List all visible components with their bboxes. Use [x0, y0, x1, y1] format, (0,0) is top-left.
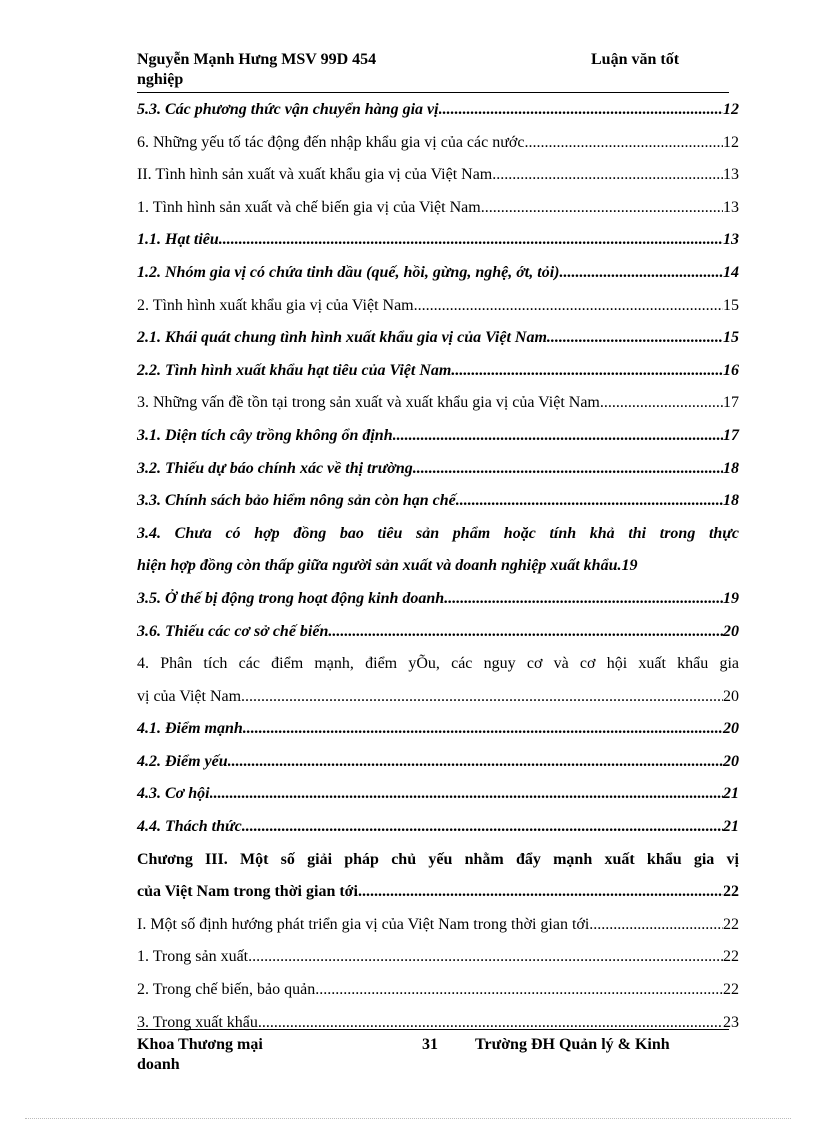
- toc-page-number: 16: [723, 361, 739, 379]
- toc-page-number: 14: [723, 263, 739, 281]
- toc-dot-leader: [451, 359, 723, 383]
- toc-dot-leader: [444, 587, 723, 611]
- toc-dot-leader: [358, 880, 723, 904]
- toc-dot-leader: [243, 717, 723, 741]
- toc-entry: [137, 127, 739, 160]
- footer-faculty: Khoa Thương mại: [137, 1036, 263, 1053]
- toc-entry-title: 2. Trong chế biến, bảo quản: [137, 981, 316, 999]
- toc-entry-title: 3.2. Thiếu dự báo chính xác về thị trường: [137, 459, 413, 477]
- toc-page-number: 18: [723, 459, 739, 477]
- toc-page-number: 13: [723, 198, 739, 216]
- toc-entry: [137, 518, 739, 551]
- toc-page-number: 20: [723, 752, 739, 770]
- toc-entry-title: 5.3. Các phương thức vận chuyển hàng gia vị: [137, 101, 439, 118]
- toc-page-number: 22: [723, 948, 739, 966]
- toc-entry: [137, 941, 739, 974]
- toc-entry: [137, 681, 739, 714]
- toc-dot-leader: [241, 685, 723, 709]
- toc-entry: [137, 974, 739, 1007]
- toc-dot-leader: [210, 782, 723, 806]
- toc-dot-leader: [315, 978, 723, 1002]
- toc-entry-title: 2.1. Khái quát chung tình hình xuất khẩu gia vị của Việt Nam: [137, 329, 547, 347]
- footer-rule: [137, 1029, 729, 1030]
- toc-entry-title: 6. Những yếu tố tác động đến nhập khẩu gia vị của các nước: [137, 133, 525, 151]
- toc-page-number: 21: [723, 818, 739, 836]
- toc-entry: [137, 453, 739, 486]
- toc-dot-leader: [524, 131, 723, 155]
- toc-entry-title: 3.3. Chính sách bảo hiểm nông sản còn hạn chế: [137, 492, 456, 510]
- toc-page-number: 15: [723, 296, 739, 314]
- toc-page-number: 20: [723, 720, 739, 738]
- table-of-contents: [137, 94, 739, 1039]
- toc-entry: [137, 844, 739, 877]
- toc-dot-leader: [547, 326, 723, 350]
- toc-entry: [137, 159, 739, 192]
- toc-dot-leader: [559, 261, 723, 285]
- toc-entry-title: Chương III. Một số giải pháp chủ yếu nhằm đẩy mạnh xuất khẩu gia vị: [137, 850, 739, 868]
- toc-entry: [137, 876, 739, 909]
- toc-dot-leader: [589, 913, 723, 937]
- toc-entry: [137, 778, 739, 811]
- toc-dot-leader: [228, 750, 723, 774]
- toc-entry: [137, 583, 739, 616]
- toc-page-number: 17: [723, 426, 739, 444]
- toc-page-number: 12: [723, 101, 739, 118]
- toc-entry: [137, 257, 739, 290]
- toc-entry-title: của Việt Nam trong thời gian tới: [137, 883, 358, 901]
- toc-page-number: 21: [723, 785, 739, 803]
- toc-dot-leader: [413, 457, 723, 481]
- toc-entry-title: 3.1. Diện tích cây trồng không ổn định: [137, 426, 393, 444]
- toc-entry-title: 3.5. Ở thế bị động trong hoạt động kinh doanh: [137, 589, 445, 607]
- toc-entry: [137, 485, 739, 518]
- toc-entry-title: 4. Phân tích các điểm mạnh, điểm yÕu, các nguy cơ và cơ hội xuất khẩu gia: [137, 655, 739, 673]
- toc-dot-leader: [492, 163, 723, 187]
- toc-entry: [137, 322, 739, 355]
- toc-entry-title: 3. Những vấn đề tồn tại trong sản xuất và xuất khẩu gia vị của Việt Nam: [137, 394, 600, 412]
- toc-entry-title: I. Một số định hướng phát triển gia vị của Việt Nam trong thời gian tới: [137, 915, 590, 933]
- footer-university: Trường ĐH Quản lý & Kinh: [475, 1036, 670, 1053]
- toc-entry: [137, 420, 739, 453]
- toc-entry-title: vị của Việt Nam: [137, 687, 242, 705]
- toc-dot-leader: [328, 620, 723, 644]
- toc-entry: [137, 550, 739, 583]
- toc-entry-title: 1. Trong sản xuất: [137, 948, 249, 966]
- header-author: Nguyễn Mạnh Hưng MSV 99D 454: [137, 51, 377, 68]
- toc-page-number: 20: [723, 687, 739, 705]
- toc-entry: [137, 746, 739, 779]
- header-rule: [137, 92, 729, 93]
- toc-dot-leader: [258, 1011, 723, 1035]
- toc-entry-title: 1.1. Hạt tiêu: [137, 231, 219, 249]
- toc-entry-title: 4.3. Cơ hội: [137, 785, 210, 803]
- toc-entry: [137, 94, 739, 127]
- toc-entry: [137, 909, 739, 942]
- toc-entry: [137, 355, 739, 388]
- toc-page-number: 13: [723, 231, 739, 249]
- toc-page-number: 13: [723, 166, 739, 184]
- toc-entry-title: 1.2. Nhóm gia vị có chứa tinh dầu (quế, hồi, gừng, nghệ, ớt, tỏi): [137, 263, 560, 281]
- toc-page-number: 22: [723, 915, 739, 933]
- toc-entry-title: 3. Trong xuất khẩu: [137, 1013, 258, 1031]
- toc-entry-title: 4.4. Thách thức: [137, 818, 242, 836]
- toc-dot-leader: [393, 424, 723, 448]
- header-doc-type: Luận văn tốt: [591, 51, 680, 68]
- toc-entry: [137, 811, 739, 844]
- toc-entry: [137, 387, 739, 420]
- toc-page-number: 18: [723, 492, 739, 510]
- toc-entry-title: 3.4. Chưa có hợp đồng bao tiêu sản phẩm hoặc tính khả thi trong thực: [137, 524, 739, 542]
- toc-entry: [137, 192, 739, 225]
- toc-page-number: 17: [723, 394, 739, 412]
- toc-entry-title: 2. Tình hình xuất khẩu gia vị của Việt Nam: [137, 296, 414, 314]
- toc-dot-leader: [414, 294, 723, 318]
- toc-dot-leader: [600, 391, 723, 415]
- toc-page-number: 19: [723, 589, 739, 607]
- toc-dot-leader: [456, 489, 723, 513]
- toc-dot-leader: [439, 98, 723, 122]
- toc-page-number: 19: [621, 557, 638, 575]
- toc-entry-title: 2.2. Tình hình xuất khẩu hạt tiêu của Việt Nam: [137, 361, 452, 379]
- toc-entry-title: II. Tình hình sản xuất và xuất khẩu gia vị của Việt Nam: [137, 166, 493, 184]
- toc-entry: [137, 713, 739, 746]
- toc-dot-leader: [242, 815, 723, 839]
- toc-entry: [137, 224, 739, 257]
- header-doc-type-continued: nghiệp: [137, 71, 184, 88]
- toc-entry-title: 4.2. Điểm yếu: [137, 752, 228, 770]
- toc-entry-title: 1. Tình hình sản xuất và chế biến gia vị của Việt Nam: [137, 198, 481, 216]
- toc-page-number: 20: [723, 622, 739, 640]
- toc-page-number: 22: [723, 883, 739, 901]
- toc-page-number: 23: [723, 1013, 739, 1031]
- toc-page-number: 15: [723, 329, 739, 347]
- toc-entry: [137, 648, 739, 681]
- toc-page-number: 12: [723, 133, 739, 151]
- footer-faculty-continued: doanh: [137, 1056, 180, 1073]
- page-break-divider: [25, 1118, 791, 1119]
- toc-dot-leader: [248, 945, 723, 969]
- toc-entry: [137, 290, 739, 323]
- toc-page-number: 22: [723, 981, 739, 999]
- toc-entry-title: 4.1. Điểm mạnh: [137, 720, 243, 738]
- toc-entry-title: hiện hợp đồng còn thấp giữa người sản xuất và doanh nghiệp xuất khẩu.: [137, 557, 622, 575]
- toc-entry-title: 3.6. Thiếu các cơ sở chế biến: [137, 622, 329, 640]
- footer-page-number: 31: [422, 1036, 438, 1053]
- toc-entry: [137, 616, 739, 649]
- toc-dot-leader: [481, 196, 723, 220]
- toc-dot-leader: [219, 228, 723, 252]
